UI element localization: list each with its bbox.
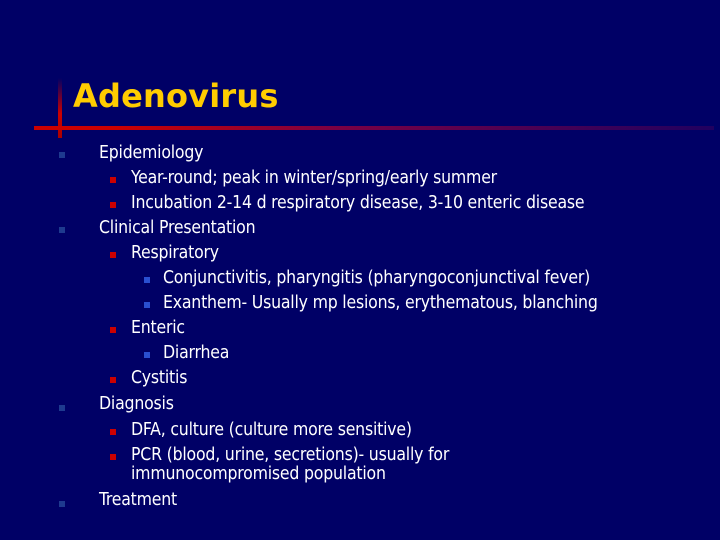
bullet-respiratory: Respiratory — [131, 243, 219, 263]
bullet-icon — [144, 277, 150, 283]
bullet-diarrhea: Diarrhea — [163, 343, 230, 363]
title-accent-horizontal-line — [34, 126, 714, 130]
bullet-icon — [59, 227, 65, 233]
bullet-pcr-continued: immunocompromised population — [131, 464, 386, 484]
bullet-incubation: Incubation 2-14 d respiratory disease, 3-10 enteric disease — [131, 193, 585, 213]
bullet-icon — [110, 177, 116, 183]
bullet-epidemiology: Epidemiology — [99, 143, 204, 163]
bullet-icon — [59, 405, 65, 411]
bullet-icon — [110, 429, 116, 435]
bullet-icon — [110, 377, 116, 383]
bullet-conjunctivitis: Conjunctivitis, pharyngitis (pharyngoconjunctival fever) — [163, 268, 591, 288]
bullet-treatment: Treatment — [99, 490, 178, 510]
bullet-icon — [59, 152, 65, 158]
bullet-pcr: PCR (blood, urine, secretions)- usually for — [131, 445, 450, 465]
bullet-icon — [110, 454, 116, 460]
bullet-enteric: Enteric — [131, 318, 185, 338]
slide-title: Adenovirus — [73, 77, 279, 115]
bullet-year-round: Year-round; peak in winter/spring/early summer — [131, 168, 497, 188]
bullet-clinical-presentation: Clinical Presentation — [99, 218, 256, 238]
bullet-icon — [110, 252, 116, 258]
bullet-icon — [144, 352, 150, 358]
bullet-cystitis: Cystitis — [131, 368, 188, 388]
bullet-icon — [110, 327, 116, 333]
bullet-dfa-culture: DFA, culture (culture more sensitive) — [131, 420, 412, 440]
bullet-diagnosis: Diagnosis — [99, 394, 174, 414]
bullet-icon — [59, 501, 65, 507]
bullet-icon — [144, 302, 150, 308]
bullet-exanthem: Exanthem- Usually mp lesions, erythematous, blanching — [163, 293, 598, 313]
bullet-icon — [110, 202, 116, 208]
